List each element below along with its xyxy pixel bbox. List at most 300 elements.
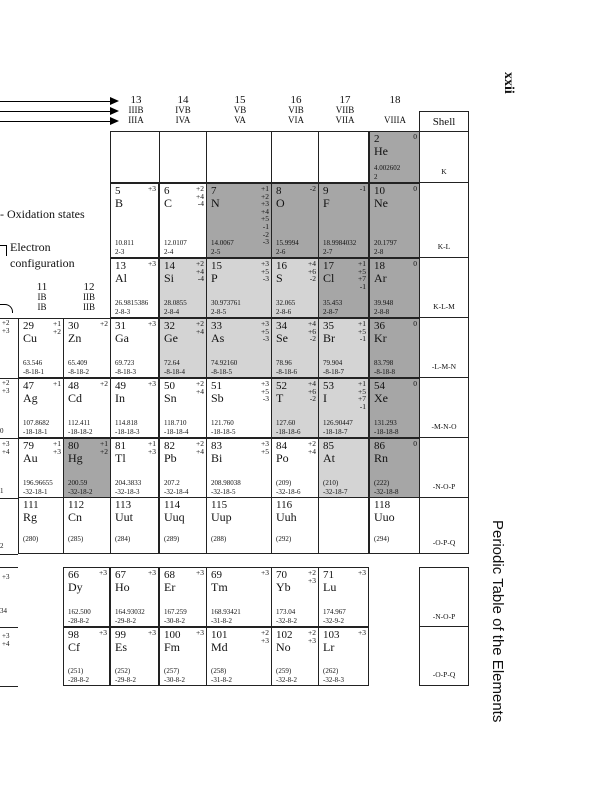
element-symbol: Se xyxy=(276,331,288,345)
oxidation-states: 0 xyxy=(413,132,417,141)
atomic-number: 53 xyxy=(323,380,334,392)
group-header: 11 IB IB xyxy=(36,281,48,312)
atomic-number: 118 xyxy=(374,499,391,511)
group-header: 12 IIB IIB xyxy=(83,281,95,312)
electron-configuration: -32-8-2 xyxy=(276,676,297,684)
element-symbol: Uuq xyxy=(164,510,185,524)
element-symbol: Po xyxy=(276,451,289,465)
element-symbol: Lu xyxy=(323,580,337,594)
electron-configuration: -8-18-1 xyxy=(23,368,44,376)
edge-border xyxy=(0,438,18,439)
electron-configuration: -30-8-2 xyxy=(164,617,185,625)
electron-configuration: -32-18-3 xyxy=(115,488,140,496)
edge-border xyxy=(0,686,18,687)
atomic-number: 114 xyxy=(164,499,181,511)
atomic-mass: 131.293 xyxy=(374,419,397,427)
atomic-mass: 65.409 xyxy=(68,359,88,367)
atomic-mass: 173.04 xyxy=(276,608,296,616)
element-cell-tl xyxy=(110,438,159,498)
atomic-number: 31 xyxy=(115,320,126,332)
group-header: 16 VIB VIA xyxy=(288,94,304,125)
atomic-mass: 196.96655 xyxy=(23,479,53,487)
element-cell-ne xyxy=(369,183,420,258)
electron-configuration: -32-18-8 xyxy=(374,488,399,496)
edge-border xyxy=(0,554,18,555)
element-cell-cu xyxy=(18,318,64,378)
electron-configuration: 2-7 xyxy=(323,248,333,256)
oxidation-states: +3 +5 -3 xyxy=(261,319,269,344)
atomic-number: 13 xyxy=(115,260,126,272)
atomic-mass: 63.546 xyxy=(23,359,43,367)
oxidation-states: +1 +5 -1 xyxy=(358,319,366,344)
element-cell-ho xyxy=(110,567,159,627)
element-symbol: Pb xyxy=(164,451,177,465)
element-symbol: N xyxy=(211,196,220,210)
element-symbol: Es xyxy=(115,640,127,654)
electron-configuration: -18-18-5 xyxy=(211,428,236,436)
oxidation-states: +3 +5 -3 xyxy=(261,259,269,284)
empty-cell xyxy=(206,131,272,183)
element-cell-cd xyxy=(63,378,111,438)
element-cell-cn xyxy=(63,497,111,554)
element-symbol: P xyxy=(211,271,218,285)
atomic-number: 111 xyxy=(23,499,39,511)
oxidation-states: +4 +6 -2 xyxy=(308,319,316,344)
atomic-mass: 4.002602 xyxy=(374,164,401,172)
group-header: 13 IIIB IIIA xyxy=(128,94,144,125)
element-cell-zn xyxy=(63,318,111,378)
arrowhead-icon xyxy=(110,97,119,105)
element-cell-xe xyxy=(369,378,420,438)
element-symbol: Cf xyxy=(68,640,80,654)
element-symbol: Ho xyxy=(115,580,130,594)
electron-configuration: -29-8-2 xyxy=(115,676,136,684)
electron-configuration: 2-8-7 xyxy=(323,308,339,316)
element-symbol: Hg xyxy=(68,451,83,465)
element-cell-s xyxy=(271,258,319,318)
oxidation-states: +2 +4 xyxy=(196,379,204,396)
atomic-mass: 83.798 xyxy=(374,359,394,367)
arrow-line xyxy=(0,121,110,122)
element-symbol: Rn xyxy=(374,451,389,465)
element-symbol: Cu xyxy=(23,331,38,345)
atomic-number: 18 xyxy=(374,260,385,272)
atomic-mass: 174.967 xyxy=(323,608,346,616)
atomic-number: 2 xyxy=(374,133,380,145)
shell-label: -L-M-N xyxy=(419,318,469,378)
element-cell-po xyxy=(271,438,319,498)
empty-cell xyxy=(110,131,160,183)
element-cell-md xyxy=(206,627,272,686)
element-cell-as xyxy=(206,318,272,378)
edge-border xyxy=(0,498,18,499)
element-symbol: Al xyxy=(115,271,127,285)
element-cell-dy xyxy=(63,567,110,627)
edge-fragment: +2 +3 xyxy=(2,379,10,395)
edge-border xyxy=(0,378,18,379)
electron-configuration: -32-8-3 xyxy=(323,676,344,684)
shell-label: -M-N-O xyxy=(419,378,469,438)
atomic-number: 36 xyxy=(374,320,385,332)
element-cell-he xyxy=(369,131,420,183)
atomic-number: 83 xyxy=(211,440,222,452)
oxidation-states: +3 xyxy=(99,628,107,637)
edge-fragment: 0 xyxy=(0,427,4,435)
oxidation-states: 0 xyxy=(413,184,417,193)
shell-label: -N-O-P xyxy=(419,567,469,627)
empty-cell xyxy=(271,131,319,183)
element-symbol: He xyxy=(374,144,388,158)
oxidation-states: +3 xyxy=(261,568,269,577)
element-symbol: S xyxy=(276,271,283,285)
element-symbol: Si xyxy=(164,271,175,285)
oxidation-states: +1 +2 xyxy=(100,439,108,456)
atomic-number: 16 xyxy=(276,260,287,272)
atomic-number: 10 xyxy=(374,185,385,197)
oxidation-states: +3 xyxy=(148,568,156,577)
electron-configuration: 2-8-5 xyxy=(211,308,227,316)
atomic-mass: (280) xyxy=(23,535,39,543)
atomic-mass: 118.710 xyxy=(164,419,187,427)
electron-configuration: -32-18-4 xyxy=(164,488,189,496)
atomic-number: 66 xyxy=(68,569,79,581)
atomic-mass: 30.973761 xyxy=(211,299,241,307)
atomic-number: 8 xyxy=(276,185,282,197)
atomic-mass: 114.818 xyxy=(115,419,138,427)
atomic-number: 7 xyxy=(211,185,217,197)
atomic-mass: 69.723 xyxy=(115,359,135,367)
element-symbol: Uut xyxy=(115,510,133,524)
atomic-mass: 10.811 xyxy=(115,239,134,247)
element-symbol: In xyxy=(115,391,125,405)
element-symbol: Lr xyxy=(323,640,335,654)
element-symbol: Fm xyxy=(164,640,181,654)
oxidation-states: +2 +3 xyxy=(308,628,316,645)
oxidation-states: +2 +4 -4 xyxy=(196,259,204,284)
electron-configuration: 2-8-8 xyxy=(374,308,390,316)
atomic-mass: (258) xyxy=(211,667,227,675)
element-cell-b xyxy=(110,183,159,258)
atomic-mass: (288) xyxy=(211,535,227,543)
electron-configuration: 2-5 xyxy=(211,248,221,256)
electron-configuration: -8-18-6 xyxy=(276,368,297,376)
atomic-mass: (252) xyxy=(115,667,131,675)
element-symbol: Br xyxy=(323,331,335,345)
legend-bracket xyxy=(0,245,7,256)
atomic-mass: 200.59 xyxy=(68,479,88,487)
oxidation-states: +2 +4 xyxy=(308,439,316,456)
electron-configuration: -18-18-3 xyxy=(115,428,140,436)
element-symbol: Er xyxy=(164,580,176,594)
atomic-number: 14 xyxy=(164,260,175,272)
atomic-mass: (292) xyxy=(276,535,292,543)
electron-configuration: 2 xyxy=(374,173,378,181)
electron-configuration: 2-6 xyxy=(276,248,286,256)
empty-cell xyxy=(159,131,207,183)
shell-label: -O-P-Q xyxy=(419,497,469,554)
element-symbol: B xyxy=(115,196,124,210)
element-cell-hg xyxy=(63,438,111,498)
oxidation-states: +1 xyxy=(53,379,61,388)
element-symbol: Ne xyxy=(374,196,388,210)
electron-configuration: -32-18-2 xyxy=(68,488,93,496)
atomic-number: 29 xyxy=(23,320,34,332)
oxidation-states: +1 +5 +7 -1 xyxy=(358,379,366,411)
element-cell-uup xyxy=(206,497,272,554)
arrowhead-icon xyxy=(110,117,119,125)
atomic-number: 98 xyxy=(68,629,79,641)
electron-configuration: -8-18-3 xyxy=(115,368,136,376)
electron-configuration: -31-8-2 xyxy=(211,676,232,684)
atomic-number: 84 xyxy=(276,440,287,452)
atomic-number: 112 xyxy=(68,499,85,511)
element-symbol: Au xyxy=(23,451,38,465)
edge-border xyxy=(0,318,18,319)
element-cell-br xyxy=(318,318,369,378)
atomic-mass: (209) xyxy=(276,479,292,487)
atomic-mass: 26.9815386 xyxy=(115,299,149,307)
atomic-number: 34 xyxy=(276,320,287,332)
atomic-mass: 32.065 xyxy=(276,299,296,307)
element-cell-lr xyxy=(318,627,369,686)
atomic-number: 80 xyxy=(68,440,79,452)
group-header: 15 VB VA xyxy=(233,94,247,125)
electron-configuration: 2-4 xyxy=(164,248,174,256)
element-symbol: Sb xyxy=(211,391,224,405)
electron-configuration: -29-8-2 xyxy=(115,617,136,625)
element-cell-se xyxy=(271,318,319,378)
element-symbol: Uup xyxy=(211,510,232,524)
element-symbol: O xyxy=(276,196,285,210)
oxidation-states: +1 +2 +3 +4 +5 -1 -2 -3 xyxy=(261,184,269,247)
element-cell-pb xyxy=(159,438,207,498)
atomic-number: 33 xyxy=(211,320,222,332)
element-symbol: C xyxy=(164,196,173,210)
atomic-number: 71 xyxy=(323,569,334,581)
electron-configuration: -8-18-4 xyxy=(164,368,185,376)
atomic-number: 81 xyxy=(115,440,126,452)
element-symbol: Yb xyxy=(276,580,291,594)
electron-configuration: -18-18-2 xyxy=(68,428,93,436)
electron-configuration: -8-18-7 xyxy=(323,368,344,376)
oxidation-states: -2 xyxy=(309,184,316,193)
atomic-mass: 12.0107 xyxy=(164,239,187,247)
element-symbol: Uuo xyxy=(374,510,395,524)
atomic-mass: 167.259 xyxy=(164,608,187,616)
electron-configuration: 2-3 xyxy=(115,248,125,256)
atomic-number: 69 xyxy=(211,569,222,581)
atomic-number: 99 xyxy=(115,629,126,641)
electron-configuration: -18-18-7 xyxy=(323,428,348,436)
oxidation-states: +1 +5 +7 -1 xyxy=(358,259,366,291)
element-cell-bi xyxy=(206,438,272,498)
atomic-number: 85 xyxy=(323,440,334,452)
oxidation-states: +4 +6 -2 xyxy=(308,379,316,404)
element-cell-uuo xyxy=(369,497,420,554)
electron-configuration: -32-18-6 xyxy=(276,488,301,496)
electron-configuration: -28-8-2 xyxy=(68,676,89,684)
atomic-number: 47 xyxy=(23,380,34,392)
atomic-number: 6 xyxy=(164,185,170,197)
element-cell-si xyxy=(159,258,207,318)
edge-fragment: +2 +3 xyxy=(2,319,10,335)
element-cell-yb xyxy=(271,567,319,627)
atomic-number: 102 xyxy=(276,629,293,641)
edge-fragment: 2 xyxy=(0,542,4,550)
atomic-number: 15 xyxy=(211,260,222,272)
element-cell-rg xyxy=(18,497,64,554)
edge-fragment: 34 xyxy=(0,607,7,615)
element-symbol: Rg xyxy=(23,510,38,524)
electron-configuration: -18-18-4 xyxy=(164,428,189,436)
electron-configuration: 2-8-3 xyxy=(115,308,131,316)
oxidation-states: 0 xyxy=(413,439,417,448)
shell-label: K-L xyxy=(419,183,469,258)
oxidation-states: +3 xyxy=(99,568,107,577)
electron-configuration: -8-18-5 xyxy=(211,368,232,376)
shell-label: -N-O-P xyxy=(419,438,469,498)
atomic-mass: 164.93032 xyxy=(115,608,145,616)
atomic-mass: 14.0067 xyxy=(211,239,234,247)
element-cell-uut xyxy=(110,497,159,554)
legend-oxidation: - Oxidation states xyxy=(0,207,85,221)
atomic-mass: (284) xyxy=(115,535,131,543)
oxidation-states: +2 +4 -4 xyxy=(196,184,204,209)
element-cell-cf xyxy=(63,627,110,686)
atomic-number: 54 xyxy=(374,380,385,392)
oxidation-states: 0 xyxy=(413,379,417,388)
atomic-number: 82 xyxy=(164,440,175,452)
atomic-number: 9 xyxy=(323,185,329,197)
atomic-mass: 127.60 xyxy=(276,419,296,427)
atomic-number: 67 xyxy=(115,569,126,581)
element-cell-tm xyxy=(206,567,272,627)
oxidation-states: +3 xyxy=(148,628,156,637)
element-symbol: Cd xyxy=(68,391,83,405)
shell-label: K-L-M xyxy=(419,258,469,318)
electron-configuration: -18-18-6 xyxy=(276,428,301,436)
atomic-mass: 107.8682 xyxy=(23,419,50,427)
legend-electron-config: Electron configuration xyxy=(10,240,75,270)
oxidation-states: +2 xyxy=(100,319,108,328)
oxidation-states: +3 xyxy=(196,568,204,577)
element-symbol: At xyxy=(323,451,335,465)
atomic-number: 49 xyxy=(115,380,126,392)
electron-configuration: -8-18-8 xyxy=(374,368,395,376)
element-cell-kr xyxy=(369,318,420,378)
element-symbol: As xyxy=(211,331,225,345)
atomic-mass: (251) xyxy=(68,667,84,675)
page-side-title: Periodic Table of the Elements xyxy=(489,520,506,723)
atomic-number: 17 xyxy=(323,260,334,272)
edge-fragment: 1 xyxy=(0,487,4,495)
element-symbol: T xyxy=(276,391,284,405)
atomic-number: 79 xyxy=(23,440,34,452)
atomic-mass: 162.500 xyxy=(68,608,91,616)
atomic-number: 101 xyxy=(211,629,228,641)
atomic-mass: 18.9984032 xyxy=(323,239,357,247)
atomic-mass: 72.64 xyxy=(164,359,180,367)
atomic-mass: 121.760 xyxy=(211,419,234,427)
element-cell-in xyxy=(110,378,159,438)
oxidation-states: +2 +4 xyxy=(196,319,204,336)
atomic-mass: 79.904 xyxy=(323,359,343,367)
element-cell-o xyxy=(271,183,319,258)
oxidation-states: -1 xyxy=(359,184,366,193)
atomic-mass: (259) xyxy=(276,667,292,675)
atomic-mass: 39.948 xyxy=(374,299,394,307)
element-cell-t xyxy=(271,378,319,438)
atomic-mass: (294) xyxy=(374,535,390,543)
element-cell-es xyxy=(110,627,159,686)
shell-label: K xyxy=(419,131,469,183)
atomic-mass: 78.96 xyxy=(276,359,292,367)
element-cell-lu xyxy=(318,567,369,627)
atomic-number: 103 xyxy=(323,629,340,641)
edge-fragment: +3 +4 xyxy=(2,632,10,648)
group-header: 17 VIIB VIIA xyxy=(335,94,355,125)
atomic-mass: (285) xyxy=(68,535,84,543)
atomic-number: 70 xyxy=(276,569,287,581)
electron-configuration: -30-8-2 xyxy=(164,676,185,684)
element-symbol: Uuh xyxy=(276,510,297,524)
element-symbol: I xyxy=(323,391,327,405)
element-symbol: Ar xyxy=(374,271,387,285)
electron-configuration: 2-8-6 xyxy=(276,308,292,316)
element-symbol: Md xyxy=(211,640,228,654)
oxidation-states: +4 +6 -2 xyxy=(308,259,316,284)
oxidation-states: +2 +3 xyxy=(261,628,269,645)
element-symbol: Kr xyxy=(374,331,387,345)
atomic-number: 115 xyxy=(211,499,228,511)
element-cell-er xyxy=(159,567,207,627)
edge-border xyxy=(0,567,18,568)
oxidation-states: +3 xyxy=(148,184,156,193)
element-symbol: Sn xyxy=(164,391,177,405)
shell-label: -O-P-Q xyxy=(419,627,469,686)
edge-border xyxy=(0,627,18,628)
oxidation-states: +2 +4 xyxy=(196,439,204,456)
atomic-number: 86 xyxy=(374,440,385,452)
atomic-number: 113 xyxy=(115,499,132,511)
oxidation-states: +3 xyxy=(148,319,156,328)
shell-header: Shell xyxy=(419,111,469,132)
atomic-mass: 208.98038 xyxy=(211,479,241,487)
atomic-number: 30 xyxy=(68,320,79,332)
electron-configuration: -32-18-1 xyxy=(23,488,48,496)
element-symbol: Bi xyxy=(211,451,223,465)
element-cell-ge xyxy=(159,318,207,378)
element-symbol: Dy xyxy=(68,580,83,594)
element-cell-at xyxy=(318,438,369,498)
atomic-number: 35 xyxy=(323,320,334,332)
group-header: 18 VIIIA xyxy=(384,94,406,125)
atomic-number: 100 xyxy=(164,629,181,641)
oxidation-states: +1 +3 xyxy=(148,439,156,456)
empty-cell xyxy=(318,497,369,554)
electron-configuration: -32-18-7 xyxy=(323,488,348,496)
atomic-mass: 28.0855 xyxy=(164,299,187,307)
atomic-number: 5 xyxy=(115,185,121,197)
oxidation-states: 0 xyxy=(413,259,417,268)
element-cell-p xyxy=(206,258,272,318)
empty-cell xyxy=(318,131,369,183)
oxidation-states: 0 xyxy=(413,319,417,328)
oxidation-states: +3 +5 xyxy=(261,439,269,456)
element-cell-al xyxy=(110,258,159,318)
atomic-number: 68 xyxy=(164,569,175,581)
element-symbol: No xyxy=(276,640,291,654)
